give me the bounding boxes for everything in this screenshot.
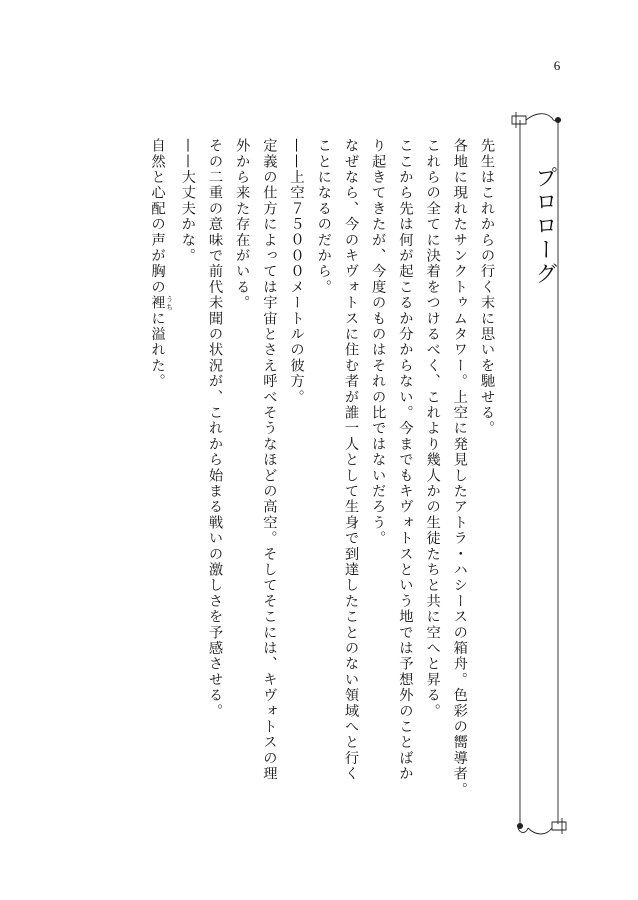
text-line: 先生はこれからの行く末に思いを馳せる。 bbox=[479, 138, 495, 437]
text-line: 各地に現れたサンクトゥムタワー。上空に発見したアトラ・ハシースの箱舟。色彩の嚮導者。 bbox=[451, 138, 468, 798]
text-line-last bbox=[143, 138, 173, 778]
ruby-word bbox=[149, 295, 174, 311]
ruby-base: 裡 bbox=[149, 295, 166, 311]
text-line: なぜなら、今のキヴォトスに住む者が誰一人として生身で到達したことのない領域へと行く bbox=[342, 138, 359, 782]
text-segment: に溢れた。 bbox=[149, 310, 166, 390]
text-line: り起きてきたが、今度のものはそれの比ではないだろう。 bbox=[370, 138, 387, 547]
text-line: ここから先は何が起こるか分からない。今までもキヴォトスという地では予想外のことばか bbox=[397, 138, 414, 782]
text-line: これらの全てに決着をつけるべく、これより幾人かの生徒たちと共に空へと昇る。 bbox=[424, 138, 441, 719]
text-line: ことになるのだから。 bbox=[315, 138, 332, 295]
text-segment: 自然と心配の声が胸の bbox=[149, 138, 166, 295]
text-line: その二重の意味で前代未聞の状況が、これから始まる戦いの激しさを予感させる。 bbox=[206, 138, 223, 719]
ruby-reading: うち bbox=[165, 295, 174, 311]
top-ornament bbox=[512, 112, 561, 128]
novel-body-text bbox=[60, 138, 500, 798]
page-number: 6 bbox=[553, 58, 561, 73]
text-line: 外から来た存在がいる。 bbox=[234, 138, 251, 311]
text-line: 定義の仕方によっては宇宙とさえ呼べそうなほどの高空。そしてそこには、キヴォトスの理 bbox=[261, 138, 278, 782]
text-line: ——大丈夫かな。 bbox=[179, 138, 196, 264]
text-line: ——上空７５０００メートルの彼方。 bbox=[288, 138, 305, 405]
chapter-title: プロローグ bbox=[532, 166, 557, 286]
bottom-ornament bbox=[517, 818, 566, 834]
chapter-heading-frame bbox=[506, 108, 578, 838]
